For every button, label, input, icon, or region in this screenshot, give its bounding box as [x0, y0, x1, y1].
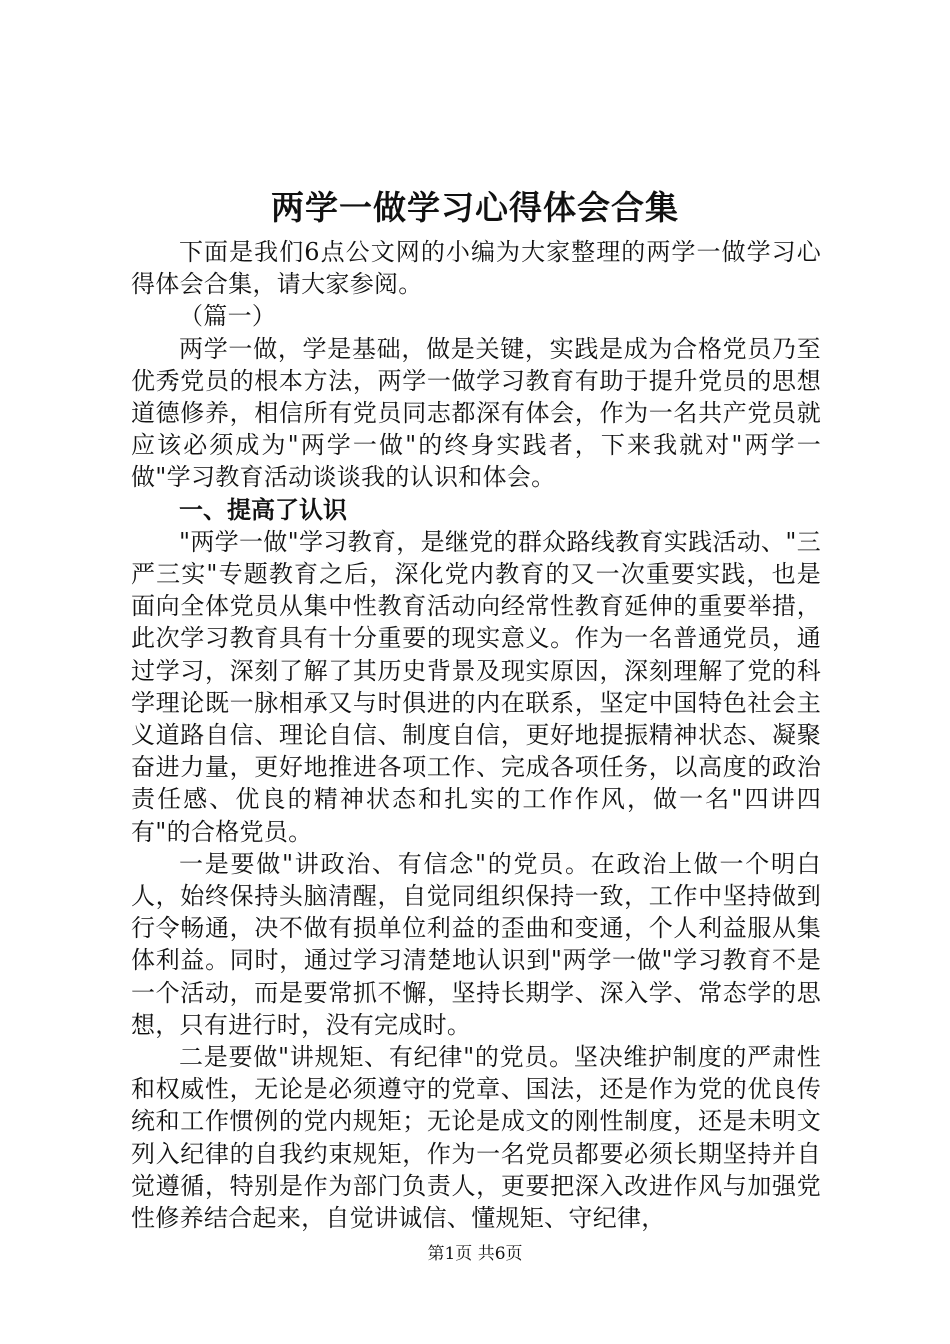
paragraph-3: 一是要做"讲政治、有信念"的党员。在政治上做一个明白人，始终保持头脑清醒，自觉同组织保持一致，工作中坚持做到行令畅通，决不做有损单位利益的歪曲和变通，个人利益服从集体利益。同时，通过学习清楚地认识到"两学一做"学习教育不是一个活动，而是要常抓不懈，坚持长期学、深入学、常态学的思想，只有进行时，没有完成时。	[131, 849, 821, 1039]
page-footer: 第1页 共6页	[427, 1244, 523, 1264]
paragraph-2: "两学一做"学习教育，是继党的群众路线教育实践活动、"三严三实"专题教育之后，深化党内教育的又一次重要实践，也是面向全体党员从集中性教育活动向经常性教育延伸的重要举措，此次学习教育具有十分重要的现实意义。作为一名普通党员，通过学习，深刻了解了其历史背景及现实原因，深刻理解了党的科学理论既一脉相承又与时俱进的内在联系，坚定中国特色社会主义道路自信、理论自信、制度自信，更好地提振精神状态、凝聚奋进力量，更好地推进各项工作、完成各项任务，以高度的政治责任感、优良的精神状态和扎实的工作作风，做一名"四讲四有"的合格党员。	[131, 527, 821, 846]
document-title: 两学一做学习心得体会合集	[271, 188, 679, 227]
paragraph-4: 二是要做"讲规矩、有纪律"的党员。坚决维护制度的严肃性和权威性，无论是必须遵守的党章、国法，还是作为党的优良传统和工作惯例的党内规矩；无论是成文的刚性制度，还是未明文列入纪律的自我约束规矩，作为一名党员都要必须长期坚持并自觉遵循，特别是作为部门负责人，更要把深入改进作风与加强党性修养结合起来，自觉讲诚信、懂规矩、守纪律，	[131, 1043, 821, 1233]
document-body	[131, 236, 821, 1234]
section-heading-1: 一、提高了认识	[179, 495, 347, 524]
intro-paragraph: 下面是我们6点公文网的小编为大家整理的两学一做学习心得体会合集，请大家参阅。	[131, 238, 821, 299]
paragraph-1: 两学一做，学是基础，做是关键，实践是成为合格党员乃至优秀党员的根本方法，两学一做学习教育有助于提升党员的思想道德修养，相信所有党员同志都深有体会，作为一名共产党员就应该必须成为"两学一做"的终身实践者，下来我就对"两学一做"学习教育活动谈谈我的认识和体会。	[131, 334, 821, 492]
section-label: （篇一）	[179, 302, 277, 331]
